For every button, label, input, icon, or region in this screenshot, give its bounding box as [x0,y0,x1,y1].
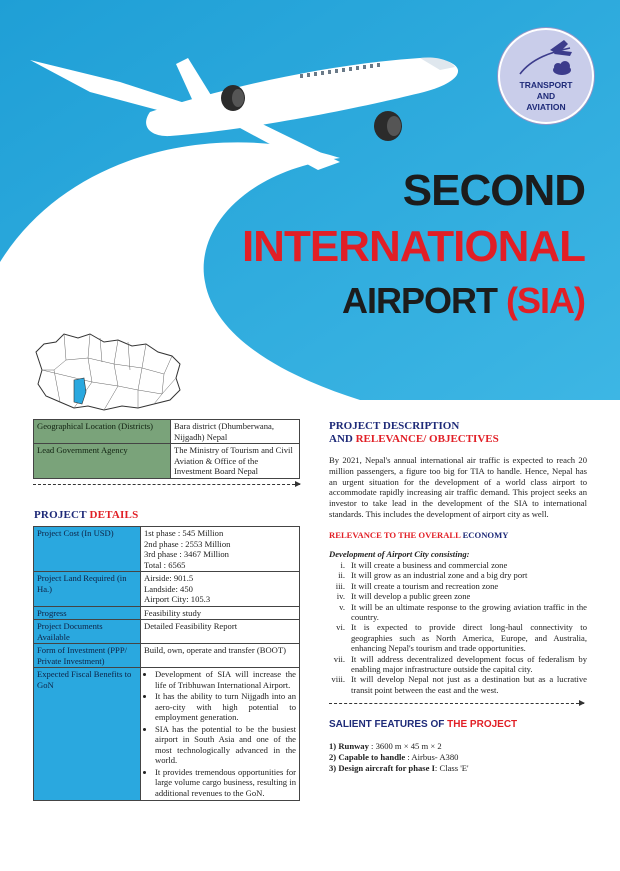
benefits-list [144,669,296,798]
list-item: • Development of SIA will increase the life of Tribhuwan International Airport. [155,669,296,690]
list-item [329,763,587,774]
badge-line-3: AVIATION [526,102,566,112]
investment-form-value: Build, own, operate and transfer (BOOT) [141,644,300,668]
list-item [329,654,587,675]
benefits-value [141,668,300,801]
progress-label: Progress [34,606,141,620]
salient-features-list [329,741,587,773]
feature-separator: : [434,762,440,773]
badge-text [500,80,592,113]
title-airport: AIRPORT [341,280,506,321]
list-item [329,741,587,752]
documents-label: Project Documents Available [34,620,141,644]
project-details-heading-main: PROJECT [34,509,90,521]
list-item: • It provides tremendous opportunities for large volume cargo business, resulting in additional revenues to the GoN. [155,767,296,799]
description-heading-line-2 [329,433,587,446]
table-row [34,444,300,479]
divider-arrow [33,484,300,485]
list-item-number: iv. [336,591,345,602]
table-row [34,420,300,444]
cost-line: 2nd phase : 2553 Million [144,538,231,549]
table-row [34,572,300,607]
title-line-2: INTERNATIONAL [241,222,585,271]
list-item-number: viii. [331,674,345,685]
badge-line-1: TRANSPORT [519,80,573,90]
description-heading-accent: RELEVANCE/ OBJECTIVES [355,433,499,445]
airport-city-list [329,560,587,695]
badge-line-2: AND [536,91,556,101]
cost-line: 1st phase : 545 Million [144,528,224,538]
divider-arrow [329,703,584,704]
list-item [329,622,587,653]
table-row [34,527,300,572]
location-table [33,419,300,479]
list-item [329,570,587,580]
progress-value: Feasibility study [141,606,300,620]
table-row [34,644,300,668]
title-line-1: SECOND [402,166,585,215]
lead-agency-value: The Ministry of Tourism and Civil Aviation & Office of the Investment Board Nepal [171,444,300,479]
list-item [329,560,587,570]
title-sia: (SIA) [506,280,585,321]
feature-label: Capable to handle [338,751,406,762]
table-row [34,668,300,801]
list-item-number: ii. [338,570,345,581]
list-item: • It has the ability to turn Nijgadh into an aero-city with high potential to employment generation. [155,691,296,723]
description-heading-line-1: PROJECT DESCRIPTION [329,420,460,432]
cost-value [141,527,300,572]
list-item [329,581,587,591]
list-item [329,674,587,695]
description-paragraph: By 2021, Nepal's annual international air traffic is expected to reach 20 million passengers, a figure too big for TIA to handle. Hence, Nepal has an urgent situation for the development of a world class airport to accommodate rapidly increasing air traffic demand. This project seeks an investor to take lead in the development of the SIA to international standards. This includes the development of airport city as well. [329,455,587,519]
table-row [34,620,300,644]
feature-number: 2) [329,751,337,762]
list-item-number: vi. [336,622,345,633]
project-details-heading [34,509,138,521]
list-item-number: i. [340,560,345,570]
investment-form-label: Form of Investment (PPP/ Private Investment) [34,644,141,668]
lead-agency-label: Lead Government Agency [34,444,171,479]
land-value [141,572,300,607]
relevance-heading-accent: ECONOMY [462,530,509,540]
list-item-text: It is expected to provide direct long-haul connectivity to geographies such as North America, Europe, and Australia, enhancing Nepal's tourism and trade opportunities. [351,622,587,654]
feature-separator: : [405,751,412,762]
salient-heading-accent: THE PROJECT [447,719,518,730]
transport-aviation-badge [498,28,594,124]
feature-separator: : [368,741,376,751]
benefits-label: Expected Fiscal Benefits to GoN [34,668,141,801]
list-item-number: v. [339,601,345,612]
list-item [329,591,587,601]
feature-number: 3) [329,762,337,773]
cost-label: Project Cost (In USD) [34,527,141,572]
list-item-text: It will create a business and commercial zone [351,560,508,570]
feature-value: Airbus- A380 [411,751,459,762]
list-item-text: It will address decentralized development focus of federalism by enabling major infrastructure outside the capital city. [351,653,587,675]
relevance-heading-main: RELEVANCE TO THE OVERALL [329,530,463,540]
list-item: • SIA has the potential to be the busiest airport in South Asia and one of the most technologically advanced in the world. [155,724,296,766]
feature-value: Class 'E' [439,762,469,773]
documents-value: Detailed Feasibility Report [141,620,300,644]
cost-line: Total : 6565 [144,559,186,570]
land-line: Airside: 901.5 [144,573,194,583]
project-details-heading-accent: DETAILS [89,509,139,521]
description-heading [329,420,587,446]
geo-location-label: Geographical Location (Districts) [34,420,171,444]
list-item [329,752,587,763]
description-heading-and: AND [329,433,356,445]
land-label: Project Land Required (in Ha.) [34,572,141,607]
list-item-text: It will grow as an industrial zone and a big dry port [351,570,528,581]
salient-features-heading [329,719,587,730]
geo-location-value: Bara district (Dhumberwana, Nijgadh) Nepal [171,420,300,444]
title-line-3 [342,280,585,322]
land-line: Airport City: 105.3 [144,594,211,604]
list-item-number: iii. [335,580,345,591]
relevance-heading [329,530,587,540]
feature-value: 3600 m × 45 m × 2 [375,741,442,751]
salient-heading-main: SALIENT FEATURES OF [329,719,448,730]
project-details-table [33,526,300,801]
airport-city-subheading: Development of Airport City consisting: [329,549,470,559]
feature-number: 1) [329,741,337,751]
list-item-text: It will develop a public green zone [351,591,471,602]
list-item [329,602,587,623]
land-line: Landside: 450 [144,583,193,594]
list-item-number: vii. [333,653,345,664]
feature-label: Design aircraft for phase I [338,762,435,773]
list-item-text: It will create a tourism and recreation zone [351,580,499,591]
badge-plane-icon [512,38,580,82]
table-row [34,606,300,620]
cost-line: 3rd phase : 3467 Million [144,549,229,559]
feature-label: Runway [338,741,369,751]
nepal-district-map [34,330,184,412]
list-item-text: It will be an ultimate response to the growing aviation traffic in the country. [351,601,587,623]
list-item-text: It will develop Nepal not just as a destination but as a lucrative transit point between the east and the west. [351,674,587,695]
